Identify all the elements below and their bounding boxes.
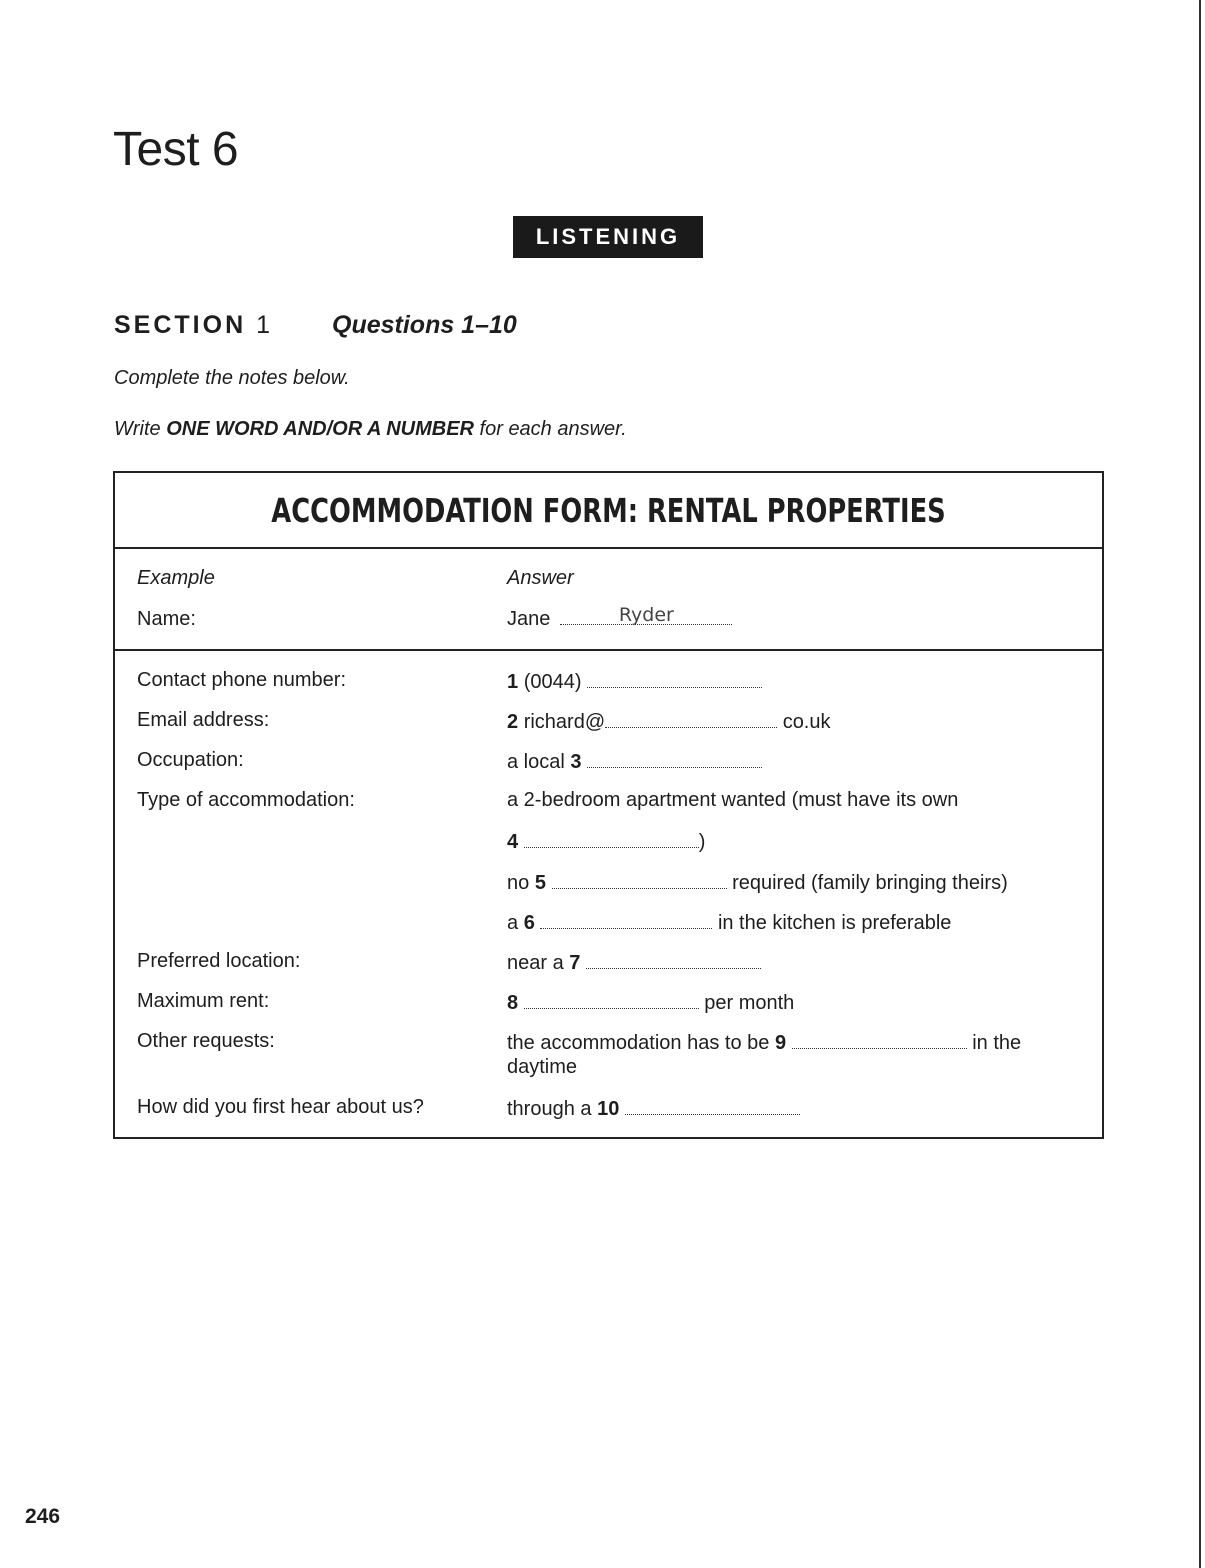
instruction-word-limit: Write ONE WORD AND/OR A NUMBER for each answer. — [114, 418, 627, 440]
answer-blank-1[interactable] — [587, 669, 762, 688]
question-10: through a 10 — [507, 1096, 800, 1121]
instruction-complete-notes: Complete the notes below. — [114, 367, 350, 389]
type-label: Type of accommodation: — [137, 789, 355, 811]
question-3: a local 3 — [507, 749, 762, 774]
question-8: 8 per month — [507, 992, 795, 1014]
example-label: Example — [137, 567, 215, 589]
divider — [115, 547, 1102, 549]
question-7: near a 7 — [507, 950, 761, 975]
location-label: Preferred location: — [137, 950, 301, 972]
phone-label: Contact phone number: — [137, 669, 347, 691]
question-9-continued: daytime — [507, 1056, 578, 1078]
other-requests-label: Other requests: — [137, 1030, 275, 1052]
rent-label: Maximum rent: — [137, 990, 270, 1012]
question-2: 2 richard@ co.uk — [507, 711, 831, 733]
question-6: a 6 in the kitchen is preferable — [507, 912, 952, 934]
email-label: Email address: — [137, 709, 270, 731]
answer-blank-4[interactable] — [524, 829, 699, 848]
name-label: Name: — [137, 608, 196, 630]
question-9: the accommodation has to be 9 in the — [507, 1032, 1022, 1054]
answer-blank-10[interactable] — [625, 1096, 800, 1115]
answer-blank-2[interactable] — [605, 709, 777, 728]
answer-blank-5[interactable] — [552, 870, 727, 889]
answer-blank-6[interactable] — [540, 910, 712, 929]
accommodation-form — [113, 471, 1104, 1139]
answer-blank-8[interactable] — [524, 990, 699, 1009]
page-number: 246 — [25, 1505, 61, 1528]
answer-blank-3[interactable] — [587, 749, 762, 768]
type-value: a 2-bedroom apartment wanted (must have its own — [507, 789, 959, 811]
question-4: 4 ) — [507, 831, 706, 853]
handwritten-answer: Ryder — [560, 606, 732, 625]
test-title: Test 6 — [113, 123, 239, 176]
hear-about-label: How did you first hear about us? — [137, 1096, 424, 1118]
divider — [115, 649, 1102, 651]
page-edge — [1199, 0, 1201, 1568]
question-1: 1 (0044) — [507, 669, 762, 694]
section-label: SECTION 1 — [114, 311, 273, 339]
listening-badge: LISTENING — [513, 216, 703, 258]
question-5: no 5 required (family bringing theirs) — [507, 872, 1008, 894]
occupation-label: Occupation: — [137, 749, 244, 771]
name-value: Jane Ryder — [507, 608, 732, 631]
section-heading — [114, 311, 517, 340]
answer-label: Answer — [507, 567, 574, 589]
questions-range: Questions 1–10 — [332, 311, 517, 339]
form-title: ACCOMMODATION FORM: RENTAL PROPERTIES — [271, 490, 946, 530]
answer-blank-7[interactable] — [586, 950, 761, 969]
answer-blank-9[interactable] — [792, 1030, 967, 1049]
